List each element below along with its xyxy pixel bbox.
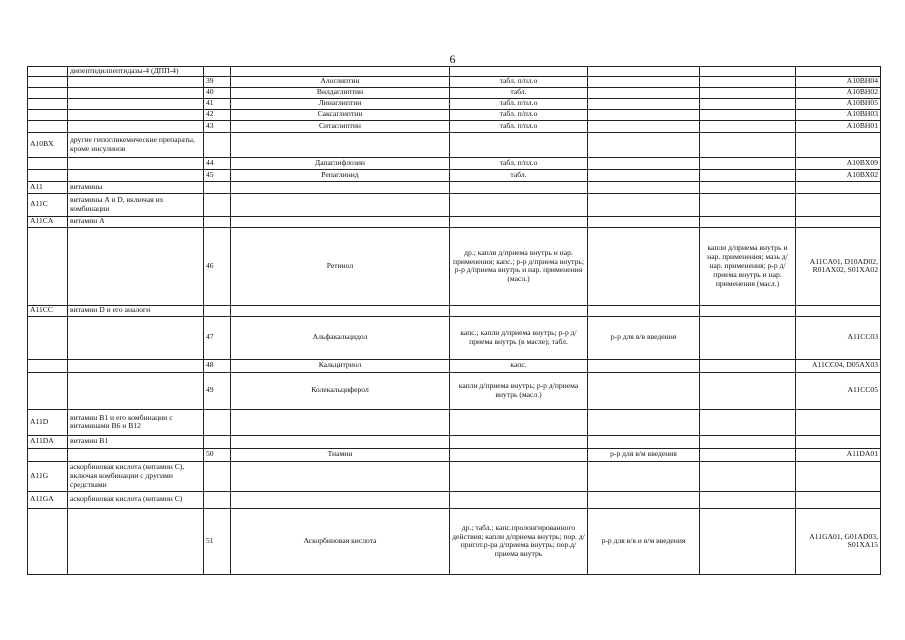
atc-code-cell (28, 169, 68, 181)
atc-code-cell: A11CC (28, 305, 68, 316)
atc-code-cell (28, 120, 68, 132)
atc-code-cell: A11GA (28, 491, 68, 508)
group-name-cell: витамин A (68, 216, 204, 227)
drug-name-cell: Линаглиптин (231, 98, 450, 109)
group-name-cell (68, 169, 204, 181)
injection-form-cell (588, 157, 700, 169)
row-number-cell (204, 132, 231, 157)
injection-form-cell (588, 461, 700, 491)
table-row (28, 181, 881, 193)
drug-name-cell: Ретинол (231, 227, 450, 305)
other-form-cell (700, 435, 796, 448)
drug-code-cell (796, 305, 881, 316)
other-form-cell (700, 109, 796, 120)
table-row (28, 98, 881, 109)
injection-form-cell (588, 305, 700, 316)
drug-code-cell (796, 491, 881, 508)
atc-code-cell (28, 98, 68, 109)
row-number-cell: 50 (204, 448, 231, 461)
row-number-cell (204, 305, 231, 316)
other-form-cell (700, 76, 796, 87)
table-row (28, 109, 881, 120)
drug-name-cell (231, 216, 450, 227)
injection-form-cell: р-р для в/в и в/м введения (588, 508, 700, 574)
group-name-cell: другие гипогликемические препараты, кроме инсулинов (68, 132, 204, 157)
injection-form-cell (588, 132, 700, 157)
dosage-form-cell (450, 448, 588, 461)
injection-form-cell (588, 87, 700, 98)
dosage-form-cell (450, 461, 588, 491)
atc-code-cell: A11D (28, 409, 68, 435)
row-number-cell: 45 (204, 169, 231, 181)
dosage-form-cell: табл. п/пл.о (450, 76, 588, 87)
other-form-cell (700, 169, 796, 181)
table-row (28, 76, 881, 87)
dosage-form-cell: табл. п/пл.о (450, 157, 588, 169)
drug-code-cell: A11GA01, G01AD03, S01XA15 (796, 508, 881, 574)
dosage-form-cell: др.; табл.; капс.пролонгированного действия; капли д/приема внутрь; пор. д/пригот.р-ра д/приема внутрь; пор.д/приема внутрь (450, 508, 588, 574)
table-row (28, 216, 881, 227)
group-name-cell (68, 98, 204, 109)
group-name-cell (68, 227, 204, 305)
injection-form-cell (588, 216, 700, 227)
atc-code-cell: A11 (28, 181, 68, 193)
drug-name-cell: Алоглиптин (231, 76, 450, 87)
other-form-cell (700, 316, 796, 359)
injection-form-cell (588, 491, 700, 508)
other-form-cell (700, 181, 796, 193)
injection-form-cell (588, 372, 700, 409)
drug-name-cell (231, 67, 450, 77)
table-row (28, 227, 881, 305)
dosage-form-cell (450, 67, 588, 77)
dosage-form-cell: табл. (450, 87, 588, 98)
table-row (28, 67, 881, 77)
row-number-cell: 48 (204, 359, 231, 372)
dosage-form-cell (450, 435, 588, 448)
other-form-cell: капли д/приема внутрь и нар. применения; мазь д/нар. применения; р-р д/приема внутрь и нар. применения (масл.) (700, 227, 796, 305)
injection-form-cell (588, 227, 700, 305)
group-name-cell (68, 157, 204, 169)
dosage-form-cell (450, 132, 588, 157)
atc-code-cell (28, 76, 68, 87)
row-number-cell: 40 (204, 87, 231, 98)
injection-form-cell: р-р для в/в введения (588, 316, 700, 359)
drug-code-cell (796, 132, 881, 157)
group-name-cell: витамин D и его аналоги (68, 305, 204, 316)
drug-name-cell (231, 305, 450, 316)
drug-name-cell: Альфакальцидол (231, 316, 450, 359)
other-form-cell (700, 409, 796, 435)
atc-code-cell (28, 372, 68, 409)
atc-code-cell (28, 87, 68, 98)
table-row (28, 316, 881, 359)
drug-code-cell: A10BX09 (796, 157, 881, 169)
page-number: 6 (449, 52, 456, 66)
drug-code-cell: A10BX02 (796, 169, 881, 181)
dosage-form-cell: табл. (450, 169, 588, 181)
drug-code-cell (796, 409, 881, 435)
row-number-cell (204, 181, 231, 193)
other-form-cell (700, 193, 796, 216)
dosage-form-cell (450, 193, 588, 216)
table-row (28, 461, 881, 491)
dosage-form-cell (450, 181, 588, 193)
drug-name-cell: Дапаглифлозин (231, 157, 450, 169)
group-name-cell: витамин B1 (68, 435, 204, 448)
row-number-cell: 39 (204, 76, 231, 87)
dosage-form-cell: капли д/приема внутрь; р-р д/приема внутрь (масл.) (450, 372, 588, 409)
drug-code-cell (796, 181, 881, 193)
drug-code-cell: A10BH02 (796, 87, 881, 98)
atc-code-cell: A10BX (28, 132, 68, 157)
injection-form-cell (588, 67, 700, 77)
other-form-cell (700, 448, 796, 461)
atc-code-cell (28, 508, 68, 574)
table-row (28, 305, 881, 316)
injection-form-cell (588, 98, 700, 109)
atc-code-cell: A11G (28, 461, 68, 491)
row-number-cell (204, 409, 231, 435)
group-name-cell (68, 508, 204, 574)
drug-name-cell (231, 461, 450, 491)
drug-code-cell: A11CC03 (796, 316, 881, 359)
atc-code-cell: A11DA (28, 435, 68, 448)
group-name-cell (68, 87, 204, 98)
drug-name-cell (231, 132, 450, 157)
other-form-cell (700, 87, 796, 98)
injection-form-cell (588, 76, 700, 87)
drug-name-cell: Репаглинид (231, 169, 450, 181)
table-row (28, 87, 881, 98)
row-number-cell (204, 193, 231, 216)
other-form-cell (700, 216, 796, 227)
drug-code-cell: A11CC05 (796, 372, 881, 409)
row-number-cell (204, 461, 231, 491)
group-name-cell: аскорбиновая кислота (витамин C), включая комбинации с другими средствами (68, 461, 204, 491)
drug-name-cell: Колекальциферол (231, 372, 450, 409)
row-number-cell: 43 (204, 120, 231, 132)
table-row (28, 157, 881, 169)
atc-code-cell (28, 316, 68, 359)
drug-code-cell (796, 67, 881, 77)
atc-code-cell (28, 359, 68, 372)
row-number-cell: 41 (204, 98, 231, 109)
drug-code-cell (796, 193, 881, 216)
other-form-cell (700, 157, 796, 169)
dosage-form-cell (450, 305, 588, 316)
group-name-cell: витамины (68, 181, 204, 193)
group-name-cell: дипептидилпептидазы-4 (ДПП-4) (68, 67, 204, 77)
table-row (28, 435, 881, 448)
table-row (28, 372, 881, 409)
other-form-cell (700, 120, 796, 132)
dosage-form-cell: капс.; капли д/приема внутрь; р-р д/приема внутрь (в масле); табл. (450, 316, 588, 359)
atc-code-cell: A11C (28, 193, 68, 216)
other-form-cell (700, 491, 796, 508)
atc-code-cell (28, 448, 68, 461)
dosage-form-cell: табл. п/пл.о (450, 98, 588, 109)
group-name-cell: аскорбиновая кислота (витамин C) (68, 491, 204, 508)
drug-name-cell (231, 193, 450, 216)
dosage-form-cell: табл. п/пл.о (450, 109, 588, 120)
table-row (28, 169, 881, 181)
other-form-cell (700, 305, 796, 316)
atc-code-cell: A11CA (28, 216, 68, 227)
dosage-form-cell (450, 409, 588, 435)
dosage-form-cell (450, 491, 588, 508)
other-form-cell (700, 132, 796, 157)
row-number-cell (204, 491, 231, 508)
drug-name-cell: Саксаглиптин (231, 109, 450, 120)
injection-form-cell (588, 435, 700, 448)
drug-name-cell: Тиамин (231, 448, 450, 461)
drug-code-cell: A10BH04 (796, 76, 881, 87)
injection-form-cell (588, 181, 700, 193)
group-name-cell: витамины A и D, включая их комбинации (68, 193, 204, 216)
other-form-cell (700, 67, 796, 77)
row-number-cell: 42 (204, 109, 231, 120)
row-number-cell: 47 (204, 316, 231, 359)
other-form-cell (700, 98, 796, 109)
group-name-cell (68, 448, 204, 461)
drug-code-cell: A11CC04, D05AX03 (796, 359, 881, 372)
dosage-form-cell: капс. (450, 359, 588, 372)
table-row (28, 120, 881, 132)
atc-code-cell (28, 227, 68, 305)
drug-code-cell: A11CA01, D10AD02, R01AX02, S01XA02 (796, 227, 881, 305)
drug-name-cell (231, 181, 450, 193)
group-name-cell (68, 372, 204, 409)
group-name-cell (68, 120, 204, 132)
other-form-cell (700, 461, 796, 491)
row-number-cell: 51 (204, 508, 231, 574)
table-row (28, 448, 881, 461)
table-row (28, 491, 881, 508)
injection-form-cell (588, 109, 700, 120)
injection-form-cell (588, 193, 700, 216)
table-row (28, 409, 881, 435)
group-name-cell (68, 316, 204, 359)
row-number-cell: 49 (204, 372, 231, 409)
table-row (28, 132, 881, 157)
drug-name-cell: Аскорбиновая кислота (231, 508, 450, 574)
drug-code-cell: A10BH03 (796, 109, 881, 120)
dosage-form-cell: табл. п/пл.о (450, 120, 588, 132)
other-form-cell (700, 508, 796, 574)
other-form-cell (700, 372, 796, 409)
injection-form-cell (588, 120, 700, 132)
drug-name-cell: Кальцитриол (231, 359, 450, 372)
group-name-cell (68, 359, 204, 372)
atc-code-cell (28, 67, 68, 77)
injection-form-cell: р-р для в/м введения (588, 448, 700, 461)
row-number-cell: 46 (204, 227, 231, 305)
group-name-cell (68, 109, 204, 120)
drug-code-cell (796, 461, 881, 491)
drug-code-cell: A10BH01 (796, 120, 881, 132)
group-name-cell: витамин B1 и его комбинации с витаминами B6 и B12 (68, 409, 204, 435)
drug-name-cell (231, 491, 450, 508)
atc-code-cell (28, 109, 68, 120)
group-name-cell (68, 76, 204, 87)
other-form-cell (700, 359, 796, 372)
injection-form-cell (588, 359, 700, 372)
drug-name-cell: Ситаглиптин (231, 120, 450, 132)
drug-code-cell (796, 216, 881, 227)
injection-form-cell (588, 169, 700, 181)
injection-form-cell (588, 409, 700, 435)
table-row (28, 508, 881, 574)
table-body (28, 67, 881, 575)
row-number-cell (204, 216, 231, 227)
row-number-cell (204, 435, 231, 448)
drug-code-cell (796, 435, 881, 448)
table-row (28, 193, 881, 216)
dosage-form-cell: др.; капли д/приема внутрь и нар. применения; капс.; р-р д/приема внутрь; р-р д/приема внутрь и нар. применения (масл.) (450, 227, 588, 305)
drug-code-cell: A10BH05 (796, 98, 881, 109)
row-number-cell: 44 (204, 157, 231, 169)
drug-name-cell (231, 409, 450, 435)
table-row (28, 359, 881, 372)
dosage-form-cell (450, 216, 588, 227)
row-number-cell (204, 67, 231, 77)
drug-code-cell: A11DA01 (796, 448, 881, 461)
atc-code-cell (28, 157, 68, 169)
drug-name-cell: Вилдаглиптин (231, 87, 450, 98)
drug-list-table (27, 66, 881, 575)
drug-name-cell (231, 435, 450, 448)
